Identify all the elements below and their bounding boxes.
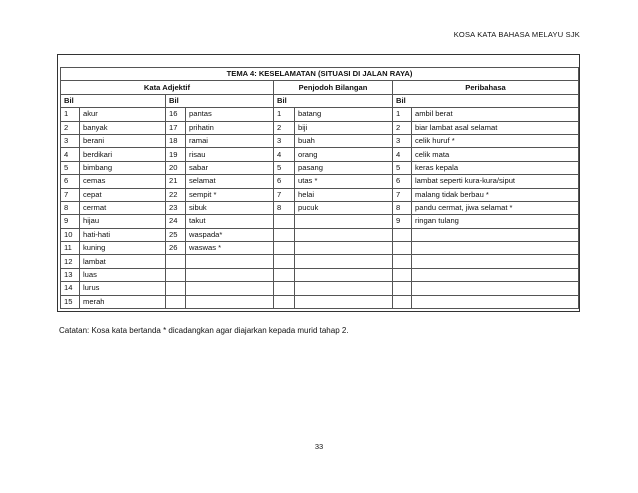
table-cell-number bbox=[166, 268, 186, 281]
table-cell-word: celik mata bbox=[412, 148, 579, 161]
table-cell-number: 14 bbox=[61, 282, 80, 295]
table-cell-word bbox=[412, 242, 579, 255]
table-cell-number: 11 bbox=[61, 242, 80, 255]
table-cell-word bbox=[412, 268, 579, 281]
table-cell-word: orang bbox=[295, 148, 393, 161]
table-cell-number: 4 bbox=[393, 148, 412, 161]
document-header: KOSA KATA BAHASA MELAYU SJK bbox=[453, 30, 580, 39]
table-cell-word bbox=[412, 295, 579, 308]
table-cell-word: sibuk bbox=[186, 201, 274, 214]
column-header-row bbox=[61, 94, 579, 107]
table-cell-word: malang tidak berbau * bbox=[412, 188, 579, 201]
table-cell-number: 6 bbox=[274, 175, 295, 188]
table-cell-word: buah bbox=[295, 134, 393, 147]
table-cell-number: 22 bbox=[166, 188, 186, 201]
table-cell-word: hijau bbox=[80, 215, 166, 228]
table-cell-word: luas bbox=[80, 268, 166, 281]
table-cell-word: sempit * bbox=[186, 188, 274, 201]
table-cell-number bbox=[274, 215, 295, 228]
table-cell-number bbox=[274, 268, 295, 281]
column-header-bil: Bil bbox=[274, 94, 393, 107]
table-cell-number: 8 bbox=[274, 201, 295, 214]
table-row bbox=[61, 255, 579, 268]
table-cell-word bbox=[186, 268, 274, 281]
table-row bbox=[61, 148, 579, 161]
table-cell-word: utas * bbox=[295, 175, 393, 188]
table-cell-word: selamat bbox=[186, 175, 274, 188]
table-cell-word bbox=[412, 228, 579, 241]
table-cell-word bbox=[186, 282, 274, 295]
table-cell-number: 21 bbox=[166, 175, 186, 188]
table-cell-number: 1 bbox=[393, 108, 412, 121]
table-cell-word: ringan tulang bbox=[412, 215, 579, 228]
table-row bbox=[61, 201, 579, 214]
table-cell-number: 12 bbox=[61, 255, 80, 268]
table-cell-word bbox=[412, 255, 579, 268]
table-cell-word: sabar bbox=[186, 161, 274, 174]
table-cell-number: 5 bbox=[393, 161, 412, 174]
table-cell-word bbox=[295, 268, 393, 281]
table-cell-number bbox=[274, 255, 295, 268]
table-cell-word bbox=[412, 282, 579, 295]
table-title: TEMA 4: KESELAMATAN (SITUASI DI JALAN RAYA) bbox=[61, 68, 579, 81]
table-cell-word: risau bbox=[186, 148, 274, 161]
table-cell-number: 7 bbox=[274, 188, 295, 201]
table-cell-number: 1 bbox=[61, 108, 80, 121]
table-cell-number: 16 bbox=[166, 108, 186, 121]
table-cell-word bbox=[295, 255, 393, 268]
table-body bbox=[61, 108, 579, 309]
table-cell-word bbox=[295, 228, 393, 241]
category-kata-adjektif: Kata Adjektif bbox=[61, 81, 274, 94]
table-cell-word: prihatin bbox=[186, 121, 274, 134]
column-header-bil: Bil bbox=[393, 94, 579, 107]
table-cell-number: 10 bbox=[61, 228, 80, 241]
category-peribahasa: Peribahasa bbox=[393, 81, 579, 94]
table-row bbox=[61, 268, 579, 281]
table-cell-number: 15 bbox=[61, 295, 80, 308]
table-row bbox=[61, 134, 579, 147]
table-cell-number: 2 bbox=[393, 121, 412, 134]
table-cell-number: 17 bbox=[166, 121, 186, 134]
table-cell-word: cemas bbox=[80, 175, 166, 188]
table-cell-word: celik huruf * bbox=[412, 134, 579, 147]
category-penjodoh-bilangan: Penjodoh Bilangan bbox=[274, 81, 393, 94]
table-cell-number: 2 bbox=[274, 121, 295, 134]
table-cell-number: 3 bbox=[61, 134, 80, 147]
category-row bbox=[61, 81, 579, 94]
page-number: 33 bbox=[314, 442, 324, 451]
table-cell-number: 20 bbox=[166, 161, 186, 174]
table-cell-number: 25 bbox=[166, 228, 186, 241]
vocabulary-table bbox=[60, 67, 579, 309]
table-cell-word: akur bbox=[80, 108, 166, 121]
table-cell-word: berdikari bbox=[80, 148, 166, 161]
table-cell-word: kuning bbox=[80, 242, 166, 255]
table-cell-word: pandu cermat, jiwa selamat * bbox=[412, 201, 579, 214]
table-cell-number: 6 bbox=[393, 175, 412, 188]
table-cell-word: pucuk bbox=[295, 201, 393, 214]
vocabulary-table-frame bbox=[57, 54, 580, 312]
table-cell-word: lambat bbox=[80, 255, 166, 268]
table-row bbox=[61, 108, 579, 121]
table-cell-number bbox=[393, 295, 412, 308]
table-cell-word: waspada* bbox=[186, 228, 274, 241]
table-cell-word: takut bbox=[186, 215, 274, 228]
table-row bbox=[61, 215, 579, 228]
table-cell-number: 5 bbox=[61, 161, 80, 174]
column-header-bil: Bil bbox=[61, 94, 166, 107]
column-header-bil: Bil bbox=[166, 94, 274, 107]
table-row bbox=[61, 228, 579, 241]
table-cell-number: 6 bbox=[61, 175, 80, 188]
table-cell-number: 9 bbox=[393, 215, 412, 228]
table-cell-number: 9 bbox=[61, 215, 80, 228]
table-cell-number bbox=[274, 242, 295, 255]
table-cell-number bbox=[393, 242, 412, 255]
table-cell-word: biar lambat asal selamat bbox=[412, 121, 579, 134]
table-cell-number: 24 bbox=[166, 215, 186, 228]
table-cell-word bbox=[295, 295, 393, 308]
table-cell-word: lurus bbox=[80, 282, 166, 295]
table-cell-number: 2 bbox=[61, 121, 80, 134]
table-cell-number: 1 bbox=[274, 108, 295, 121]
table-cell-word: cermat bbox=[80, 201, 166, 214]
table-cell-word: biji bbox=[295, 121, 393, 134]
table-row bbox=[61, 282, 579, 295]
table-row bbox=[61, 161, 579, 174]
table-cell-number: 3 bbox=[393, 134, 412, 147]
table-cell-number bbox=[393, 282, 412, 295]
table-cell-number: 5 bbox=[274, 161, 295, 174]
table-cell-word: waswas * bbox=[186, 242, 274, 255]
table-row bbox=[61, 175, 579, 188]
table-cell-number: 4 bbox=[61, 148, 80, 161]
table-cell-number: 23 bbox=[166, 201, 186, 214]
table-cell-number bbox=[393, 255, 412, 268]
table-cell-word: cepat bbox=[80, 188, 166, 201]
table-cell-number: 26 bbox=[166, 242, 186, 255]
table-cell-number bbox=[166, 295, 186, 308]
table-cell-number: 7 bbox=[61, 188, 80, 201]
table-cell-word: ambil berat bbox=[412, 108, 579, 121]
table-cell-number: 13 bbox=[61, 268, 80, 281]
table-cell-word: keras kepala bbox=[412, 161, 579, 174]
table-row bbox=[61, 242, 579, 255]
table-cell-word bbox=[295, 215, 393, 228]
table-cell-number bbox=[166, 282, 186, 295]
table-cell-word bbox=[186, 255, 274, 268]
table-cell-number: 4 bbox=[274, 148, 295, 161]
table-cell-number: 7 bbox=[393, 188, 412, 201]
table-cell-number: 3 bbox=[274, 134, 295, 147]
table-row bbox=[61, 188, 579, 201]
table-cell-number bbox=[393, 228, 412, 241]
table-row bbox=[61, 295, 579, 308]
table-cell-word: lambat seperti kura-kura/siput bbox=[412, 175, 579, 188]
table-cell-word bbox=[295, 242, 393, 255]
table-cell-word bbox=[186, 295, 274, 308]
table-cell-word: pantas bbox=[186, 108, 274, 121]
table-cell-number: 8 bbox=[61, 201, 80, 214]
table-title-row bbox=[61, 68, 579, 81]
table-cell-word: batang bbox=[295, 108, 393, 121]
table-cell-word: ramai bbox=[186, 134, 274, 147]
table-cell-number: 8 bbox=[393, 201, 412, 214]
table-cell-word: helai bbox=[295, 188, 393, 201]
table-cell-word: pasang bbox=[295, 161, 393, 174]
footnote: Catatan: Kosa kata bertanda * dicadangkan agar diajarkan kepada murid tahap 2. bbox=[59, 326, 349, 335]
table-cell-word: merah bbox=[80, 295, 166, 308]
table-cell-number: 18 bbox=[166, 134, 186, 147]
table-cell-number bbox=[274, 282, 295, 295]
table-row bbox=[61, 121, 579, 134]
table-cell-number bbox=[274, 228, 295, 241]
table-cell-number bbox=[393, 268, 412, 281]
table-cell-number bbox=[274, 295, 295, 308]
table-cell-number bbox=[166, 255, 186, 268]
table-cell-word: banyak bbox=[80, 121, 166, 134]
table-cell-number: 19 bbox=[166, 148, 186, 161]
table-cell-word: hati-hati bbox=[80, 228, 166, 241]
table-cell-word: bimbang bbox=[80, 161, 166, 174]
table-cell-word bbox=[295, 282, 393, 295]
table-cell-word: berani bbox=[80, 134, 166, 147]
